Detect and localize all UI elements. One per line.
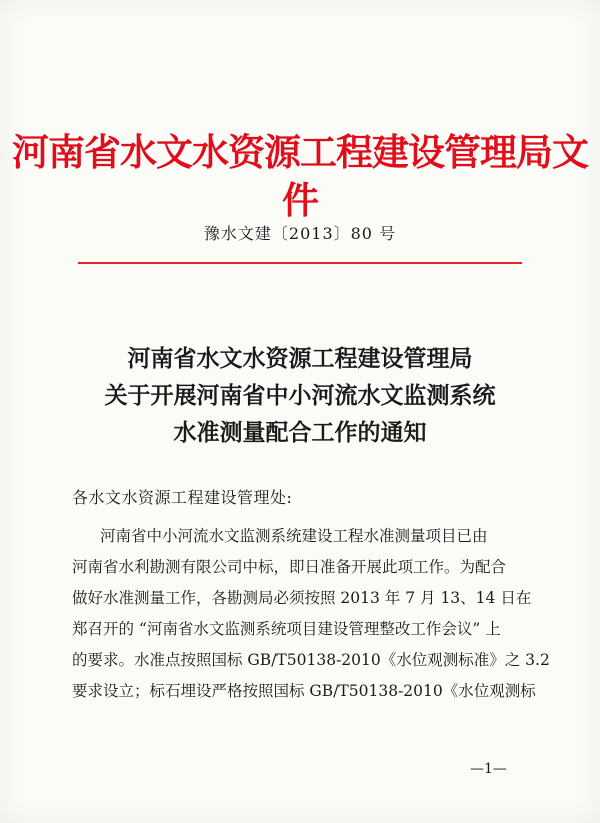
- issuer-header: 河南省水文水资源工程建设管理局文件: [12, 130, 588, 222]
- body-line-3: 做好水准测量工作，各勘测局必须按照 2013 年 7 月 13、14 日在: [72, 589, 532, 607]
- body-line-6: 要求设立；标石埋设严格按照国标 GB/T50138-2010《水位观测标: [72, 682, 536, 700]
- salutation: 各水文水资源工程建设管理处:: [72, 488, 293, 507]
- red-divider-line: [78, 262, 522, 264]
- title-line-2: 关于开展河南省中小河流水文监测系统: [104, 382, 496, 409]
- document-number: 豫水文建〔2013〕80 号: [203, 224, 397, 243]
- notice-title: [0, 340, 600, 451]
- body-paragraph: [72, 521, 552, 707]
- body-line-1: 河南省中小河流水文监测系统建设工程水准测量项目已由: [100, 527, 488, 545]
- body-line-5: 的要求。水准点按照国标 GB/T50138-2010《水位观测标准》之 3.2: [72, 651, 550, 669]
- title-line-3: 水准测量配合工作的通知: [173, 419, 427, 446]
- page-number: —1—: [470, 761, 507, 777]
- body-line-4: 郑召开的 “河南省水文监测系统项目建设管理整改工作会议” 上: [72, 620, 501, 638]
- title-line-1: 河南省水文水资源工程建设管理局: [127, 345, 473, 372]
- body-line-2: 河南省水利勘测有限公司中标，即日准备开展此项工作。为配合: [72, 558, 507, 576]
